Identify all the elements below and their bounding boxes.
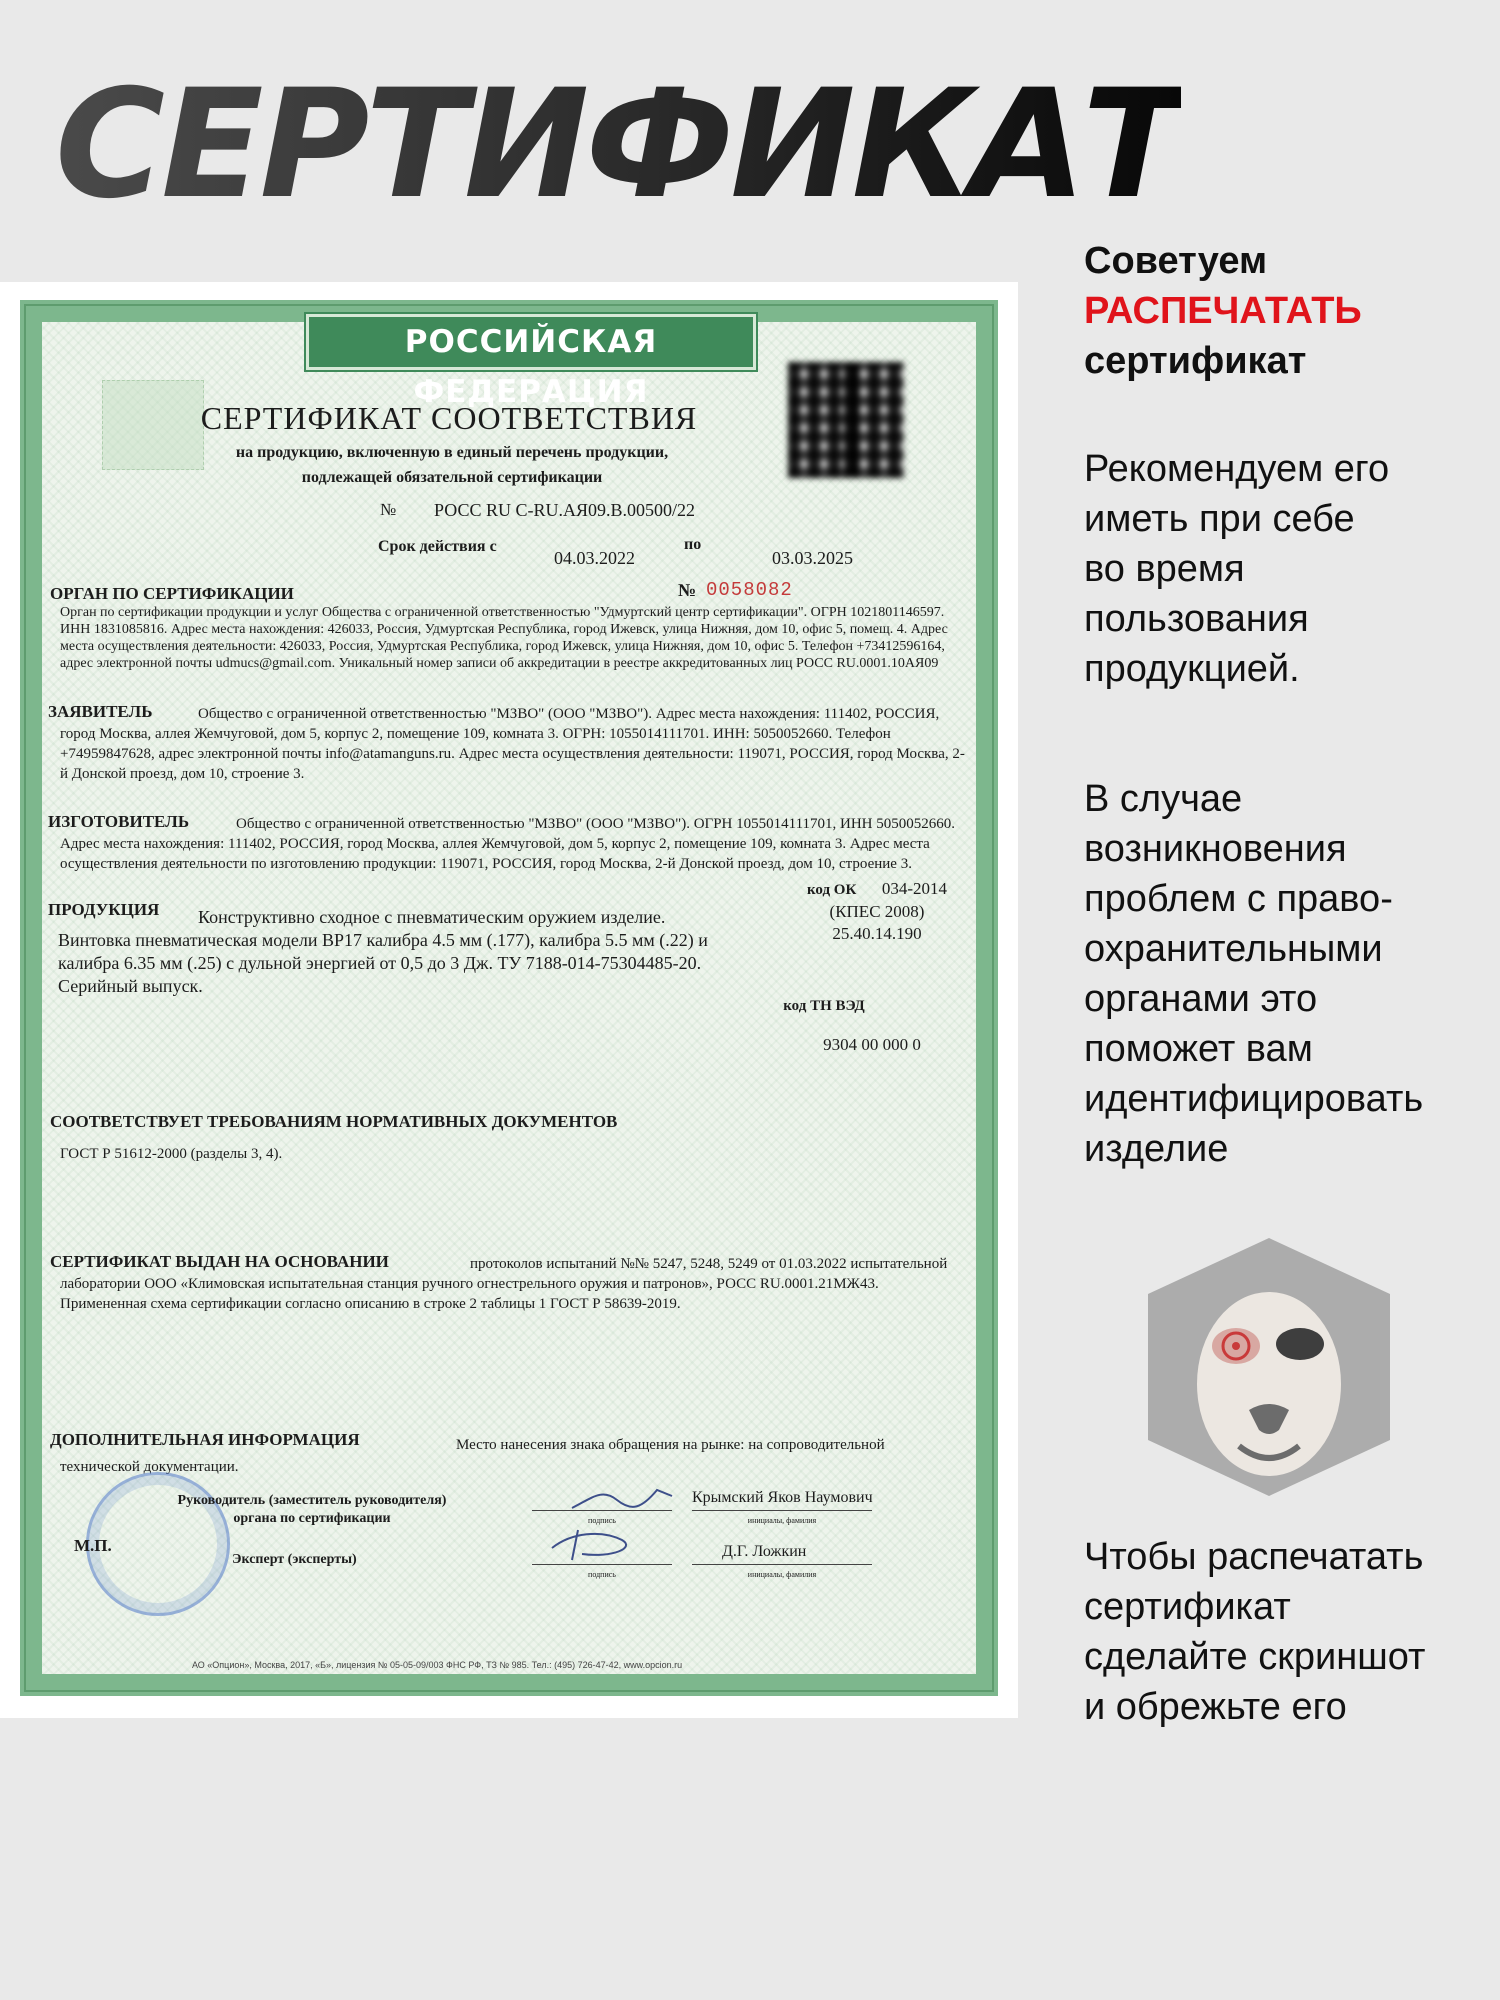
instruction-line: сделайте скриншот (1084, 1636, 1426, 1678)
validity-to-label: по (684, 536, 702, 553)
printer-imprint: АО «Опцион», Москва, 2017, «Б», лицензия № 05-05-09/003 ФНС РФ, ТЗ № 985. Тел.: (495) 726-47-42, www.opcion.ru (192, 1660, 683, 1670)
certificate-title: СЕРТИФИКАТ СООТВЕТСТВИЯ (200, 400, 698, 436)
recommend-line: продукцией. (1084, 648, 1300, 690)
subtitle-line: подлежащей обязательной сертификации (301, 469, 603, 486)
head-name: Крымский Яков Наумович (692, 1489, 873, 1506)
recommend-line: во время (1084, 548, 1245, 590)
expert-name: Д.Г. Ложкин (722, 1543, 807, 1560)
applicant-text: Общество с ограниченной ответственностью "МЗВО" (ООО "МЗВО"). Адрес места нахождения: 111402, РОССИЯ, город Москва, аллея Жемчуговой, дом 5, корпус 2, помещение 109, комната 3. ОГРН: 1055014111701. ИНН: 5050052660. Телефон +74959847628, адрес электронной почты info@atamanguns.ru. Адрес места осуществления деятельности: 119071, РОССИЯ, город Москва, 2-й Донской проезд, дом 10, строение 3. (60, 706, 965, 782)
certificate-image (0, 282, 1018, 1718)
product-text: Конструктивно сходное с пневматическим оружием изделие. Винтовка пневматическая модели ВР17 калибра 4.5 мм (.177), калибра 5.5 мм (.22) и калибра 6.35 мм (.25) с дульной энергией от 0,5 до 3 Дж. ТУ 7188-014-75304485-20. Серийный выпуск. (58, 907, 708, 996)
recommend-line: иметь при себе (1084, 498, 1355, 540)
law-line: изделие (1084, 1128, 1229, 1170)
ok-code-value: 034-2014 (881, 879, 948, 898)
expert-signature (532, 1522, 662, 1566)
extra-info-heading: ДОПОЛНИТЕЛЬНАЯ ИНФОРМАЦИЯ (50, 1430, 360, 1449)
law-line: идентифицировать (1084, 1078, 1424, 1120)
instruction-line: сертификат (1084, 1586, 1291, 1628)
ok-code-kpes: (КПЕС 2008) (829, 902, 925, 921)
basis-text: протоколов испытаний №№ 5247, 5248, 5249 от 01.03.2022 испытательной лаборатории ООО «Климовская испытательная станция ручного огнестрельного оружия и патронов», РОСС RU.0001.21МЖ43. Примененная схема сертификации согласно описанию в строке 2 таблицы 1 ГОСТ Р 58639-2019. (60, 1256, 948, 1312)
basis-heading: СЕРТИФИКАТ ВЫДАН НА ОСНОВАНИИ (50, 1252, 389, 1271)
conforms-heading: СООТВЕТСТВУЕТ ТРЕБОВАНИЯМ НОРМАТИВНЫХ ДОКУМЕНТОВ (50, 1112, 618, 1131)
law-line: поможет вам (1084, 1028, 1313, 1070)
head-signature-label (122, 1492, 502, 1528)
certificate-subtitle (182, 440, 722, 490)
instruction-line: и обрежьте его (1084, 1686, 1347, 1728)
law-line: проблем с право- (1084, 878, 1393, 920)
signature-caption: подпись (532, 1564, 672, 1585)
advice-line: сертификат (1084, 340, 1307, 382)
instruction-line: Чтобы распечатать (1084, 1536, 1424, 1578)
mp-label: М.П. (74, 1536, 112, 1555)
ok-code-number: 25.40.14.190 (832, 924, 922, 943)
manufacturer-heading: ИЗГОТОВИТЕЛЬ (48, 812, 190, 831)
certificate-number: РОСС RU C-RU.АЯ09.В.00500/22 (434, 500, 695, 520)
product-heading: ПРОДУКЦИЯ (48, 900, 160, 919)
recommend-block (1084, 444, 1389, 694)
name-caption: инициалы, фамилия (692, 1564, 872, 1585)
name-caption: инициалы, фамилия (692, 1510, 872, 1531)
law-enforcement-block (1084, 774, 1423, 1174)
conforms-text: ГОСТ Р 51612-2000 (разделы 3, 4). (60, 1146, 283, 1162)
validity-label: Срок действия с (378, 538, 497, 555)
serial-number: 0058082 (706, 579, 793, 601)
tnved-value: 9304 00 000 0 (823, 1035, 921, 1054)
law-line: В случае (1084, 778, 1243, 820)
manufacturer-text: Общество с ограниченной ответственностью "МЗВО" (ООО "МЗВО"). ОГРН 1055014111701, ИНН 5050052660. Адрес места нахождения: 111402, РОССИЯ, город Москва, аллея Жемчуговой, дом 5, корпус 2, помещение 109, комната 3. Адрес места осуществления деятельности по изготовлению продукции: 119071, РОССИЯ, город Москва, 2-й Донской проезд, дом 10, строение 3. (60, 816, 956, 872)
advice-line: Советуем (1084, 240, 1268, 282)
extra-info-text: Место нанесения знака обращения на рынке: на сопроводительной технической документации. (60, 1437, 885, 1475)
tnved-label (754, 994, 894, 1017)
expert-label: Эксперт (эксперты) (232, 1552, 357, 1567)
number-label: № (380, 500, 397, 519)
head-label-line: Руководитель (заместитель руководителя) (177, 1493, 447, 1508)
organ-text: Орган по сертификации продукции и услуг Общества с ограниченной ответственностью "Удмуртский центр сертификации". ОГРН 1021801146597. ИНН 1831085816. Адрес места нахождения: 426033, Россия, Удмуртская Республика, город Ижевск, улица Нижняя, дом 10, офис 5, помещ. 4. Адрес места осуществления деятельности: 426033, Россия, Удмуртская Республика, город Ижевск, улица Нижняя, дом 10, офис 5. Телефон +73412596164, адрес электронной почты udmucs@gmail.com. Уникальный номер записи об аккредитации в реестре аккредитованных лиц РОСС RU.0001.10АЯ09 (60, 605, 948, 671)
recommend-line: Рекомендуем его (1084, 448, 1390, 490)
tnved-label-text: код ТН ВЭД (783, 998, 865, 1014)
serial-label: № (678, 580, 697, 600)
signature-caption: подпись (532, 1510, 672, 1531)
validity-to: 03.03.2025 (772, 548, 853, 568)
ok-code-block (772, 878, 982, 945)
law-line: охранительными (1084, 928, 1383, 970)
subtitle-line: на продукцию, включенную в единый перечень продукции, (235, 444, 669, 461)
law-line: органами это (1084, 978, 1318, 1020)
advice-block (1084, 236, 1362, 386)
certificate-frame (20, 300, 998, 1696)
head-label-line: органа по сертификации (233, 1511, 391, 1526)
lion-head-eyepatch-logo-icon (1138, 1234, 1400, 1500)
print-instruction-block (1084, 1532, 1425, 1732)
ok-code-row (772, 878, 982, 901)
organ-heading: ОРГАН ПО СЕРТИФИКАЦИИ (50, 584, 294, 603)
law-line: возникновения (1084, 828, 1347, 870)
page-title: СЕРТИФИКАТ (55, 58, 1181, 232)
validity-from: 04.03.2022 (554, 548, 635, 568)
recommend-line: пользования (1084, 598, 1309, 640)
certificate-banner: РОССИЙСКАЯ ФЕДЕРАЦИЯ (306, 314, 756, 370)
ok-code-label: код ОК (806, 882, 857, 898)
advice-accent: РАСПЕЧАТАТЬ (1084, 290, 1362, 332)
applicant-heading: ЗАЯВИТЕЛЬ (48, 702, 153, 721)
